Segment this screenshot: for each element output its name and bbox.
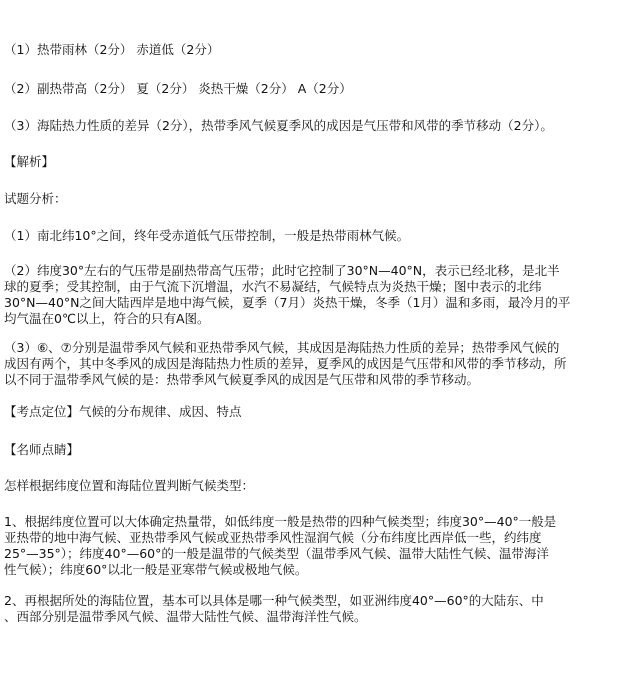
analysis-part-2-line: 球的夏季；受其控制，由于气流下沉增温，水汽不易凝结，气候特点为炎热干燥；图中表示的北纬 [4,279,542,294]
answer-3: （3）海陆热力性质的差异（2分），热带季风气候夏季风的成因是气压带和风带的季节移动（2分）。 [4,118,553,133]
exam-point: 【考点定位】气候的分布规律、成因、特点 [4,404,242,419]
teacher-point-2-line: 、西部分别是温带季风气候、温带大陆性气候、温带海洋性气候。 [4,609,367,624]
teacher-notes-heading: 【名师点睛】 [4,442,80,457]
analysis-part-2 [4,263,626,327]
analysis-part-1: （1）南北纬10°之间，终年受赤道低气压带控制，一般是热带雨林气候。 [4,228,410,243]
teacher-point-2-line: 2、再根据所处的海陆位置，基本可以具体是哪一种气候类型，如亚洲纬度40°—60°的大陆东、中 [4,593,544,608]
analysis-part-3-line: 以不同于温带季风气候的是：热带季风气候夏季风的成因是气压带和风带的季节移动。 [4,372,480,387]
analysis-heading: 【解析】 [4,154,55,169]
teacher-point-1-line: 亚热带的地中海气候、亚热带季风气候或亚热带季风性湿润气候（分布纬度比西岸低一些，约纬度 [4,530,542,545]
analysis-part-2-line: 30°N—40°N之间大陆西岸是地中海气候，夏季（7月）炎热干燥，冬季（1月）温和多雨，最冷月的平 [4,295,571,310]
teacher-point-1 [4,514,626,578]
teacher-point-1-line: 25°—35°）；纬度40°—60°的一般是温带的气候类型（温带季风气候、温带大陆性气候、温带海洋 [4,546,549,561]
answer-2: （2）副热带高（2分） 夏（2分） 炎热干燥（2分） A（2分） [4,81,352,96]
answer-1: （1）热带雨林（2分） 赤道低（2分） [4,42,220,57]
analysis-part-2-line: （2）纬度30°左右的气压带是副热带高气压带；此时它控制了30°N—40°N，表示已经北移，是北半 [4,263,560,278]
teacher-point-2 [4,593,626,625]
teacher-point-1-line: 1、根据纬度位置可以大体确定热量带，如低纬度一般是热带的四种气候类型；纬度30°—40°一般是 [4,514,557,529]
analysis-part-2-line: 均气温在0℃以上，符合的只有A图。 [4,311,210,326]
analysis-part-3-line: （3）⑥、⑦分别是温带季风气候和亚热带季风气候，其成因是海陆热力性质的差异；热带季风气候的 [4,340,560,355]
analysis-part-3 [4,340,626,388]
teacher-question: 怎样根据纬度位置和海陆位置判断气候类型： [4,478,255,493]
teacher-point-1-line: 性气候）；纬度60°以北一般是亚寒带气候或极地气候。 [4,562,308,577]
analysis-intro: 试题分析： [4,191,67,206]
analysis-part-3-line: 成因有两个，其中冬季风的成因是海陆热力性质的差异，夏季风的成因是气压带和风带的季节移动，所 [4,356,567,371]
